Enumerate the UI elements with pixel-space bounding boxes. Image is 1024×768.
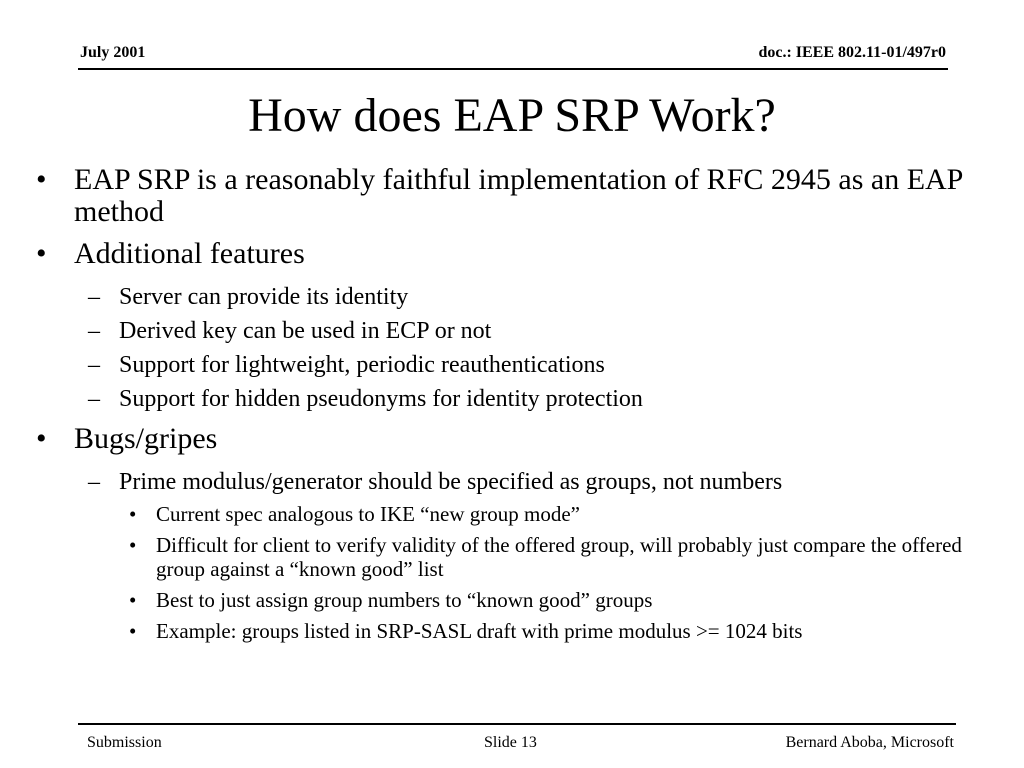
sub-bullet-text: Server can provide its identity bbox=[119, 284, 409, 310]
dash-marker: – bbox=[88, 352, 100, 378]
bullet-marker: • bbox=[36, 237, 47, 270]
bullet-item bbox=[36, 164, 986, 228]
dash-marker: – bbox=[88, 318, 100, 344]
dash-marker: – bbox=[88, 284, 100, 310]
bullet-marker: • bbox=[36, 163, 47, 196]
sub-sub-bullet-item bbox=[36, 619, 986, 643]
bullet-marker: • bbox=[129, 588, 137, 612]
sub-sub-bullet-item bbox=[36, 588, 986, 612]
slide-body bbox=[36, 164, 986, 650]
sub-bullet-text: Support for lightweight, periodic reauthentications bbox=[119, 352, 605, 378]
sub-bullet-item bbox=[36, 351, 986, 379]
dash-marker: – bbox=[88, 469, 100, 495]
bullet-text: Additional features bbox=[74, 237, 305, 270]
bullet-marker: • bbox=[129, 533, 137, 557]
sub-bullet-text: Prime modulus/generator should be specified as groups, not numbers bbox=[119, 469, 783, 495]
sub-bullet-text: Support for hidden pseudonyms for identity protection bbox=[119, 386, 643, 412]
sub-sub-bullet-text: Current spec analogous to IKE “new group mode” bbox=[156, 502, 580, 526]
sub-bullet-item bbox=[36, 385, 986, 413]
sub-sub-bullet-text: Example: groups listed in SRP-SASL draft with prime modulus >= 1024 bits bbox=[156, 619, 803, 643]
bullet-text: Bugs/gripes bbox=[74, 422, 218, 455]
sub-sub-bullet-item bbox=[36, 502, 986, 526]
bullet-marker: • bbox=[36, 422, 47, 455]
sub-sub-bullet-text: Difficult for client to verify validity of the offered group, will probably just compare the offered group against a “known good” list bbox=[156, 533, 962, 581]
header-date: July 2001 bbox=[80, 44, 146, 61]
sub-bullet-text: Derived key can be used in ECP or not bbox=[119, 318, 492, 344]
footer-submission: Submission bbox=[87, 734, 162, 751]
bullet-marker: • bbox=[129, 619, 137, 643]
footer-author: Bernard Aboba, Microsoft bbox=[785, 734, 954, 751]
sub-sub-bullet-text: Best to just assign group numbers to “known good” groups bbox=[156, 588, 653, 612]
bullet-item bbox=[36, 238, 986, 270]
footer-slide-number: Slide 13 bbox=[484, 734, 537, 751]
slide-title: How does EAP SRP Work? bbox=[248, 89, 776, 142]
header-doc-id: doc.: IEEE 802.11-01/497r0 bbox=[758, 44, 946, 61]
dash-marker: – bbox=[88, 386, 100, 412]
header-rule bbox=[78, 68, 948, 70]
bullet-text: EAP SRP is a reasonably faithful implementation of RFC 2945 as an EAP method bbox=[74, 163, 963, 228]
sub-bullet-item bbox=[36, 317, 986, 345]
bullet-item bbox=[36, 423, 986, 455]
bullet-marker: • bbox=[129, 502, 137, 526]
sub-bullet-item bbox=[36, 468, 986, 496]
sub-bullet-item bbox=[36, 283, 986, 311]
footer-rule bbox=[78, 723, 956, 725]
sub-sub-bullet-item bbox=[36, 533, 986, 581]
